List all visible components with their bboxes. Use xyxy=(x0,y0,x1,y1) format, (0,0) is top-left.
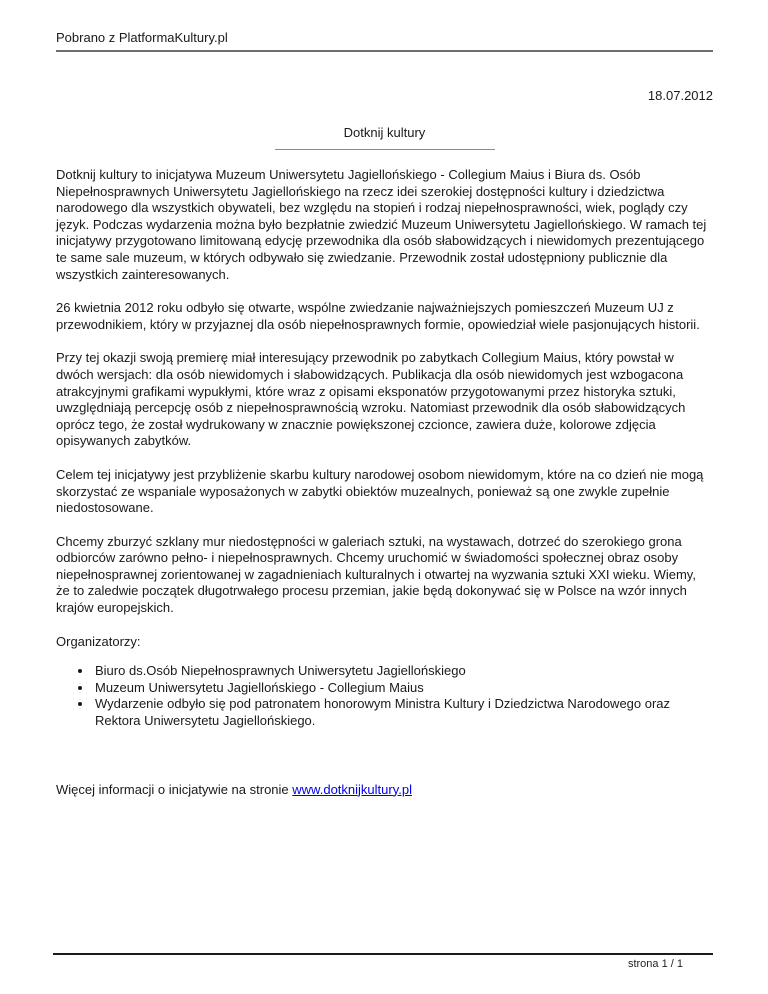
more-info-line xyxy=(56,782,713,799)
header-divider xyxy=(56,50,713,52)
more-info-text: Więcej informacji o inicjatywie na stronie xyxy=(56,781,289,797)
list-item-organizer-1: • Biuro ds.Osób Niepełnosprawnych Uniwersytetu Jagiellońskiego xyxy=(93,663,713,680)
paragraph-mission: Chcemy zburzyć szklany mur niedostępności w galeriach sztuki, na wystawach, dotrzeć do szerokiego grona odbiorców zarówno pełno- i niepełnosprawnych. Chcemy uruchomić w świadomości społecznej obraz osoby niepełnosprawnej zorientowanej w zagadnieniach kulturalnych i otwartej na wyzwania sztuki XXI wieku. Wiemy, że to zaledwie początek długotrwałego procesu przemian, jakie będą dokonywać się w Polsce na wzór innych krajów europejskich. xyxy=(56,533,696,616)
paragraph-goal: Celem tej inicjatywy jest przybliżenie skarbu kultury narodowej osobom niewidomym, które na co dzień nie mogą skorzystać ze wspaniale wyposażonych w zabytki obiektów muzealnych, ponieważ są one zwykle zupełnie niedostosowane. xyxy=(56,466,704,516)
more-info-link[interactable]: www.dotknijkultury.pl xyxy=(292,781,412,797)
title-divider xyxy=(275,149,495,150)
page-number: strona 1 / 1 xyxy=(627,958,683,970)
page-footer xyxy=(53,953,713,970)
list-item-organizer-3: • Wydarzenie odbyło się pod patronatem honorowym Ministra Kultury i Dziedzictwa Narodowego oraz Rektora Uniwersytetu Jagiellońskiego. xyxy=(93,696,713,729)
footer-divider xyxy=(53,953,713,955)
document-title: Dotknij kultury xyxy=(343,125,426,140)
source-line: Pobrano z PlatformaKultury.pl xyxy=(56,30,228,45)
document-date: 18.07.2012 xyxy=(647,88,713,103)
list-item-organizer-2: • Muzeum Uniwersytetu Jagiellońskiego - Collegium Maius xyxy=(93,680,713,697)
organizers-heading: Organizatorzy: xyxy=(56,633,141,649)
paragraph-intro: Dotknij kultury to inicjatywa Muzeum Uniwersytetu Jagiellońskiego - Collegium Maius i Biura ds. Osób Niepełnosprawnych Uniwersytetu Jagiellońskiego na rzecz idei szerokiej dostępności kultury i dziedzictwa narodowego dla wszystkich obywateli, bez względu na stopień i rodzaj niepełnosprawności, wiek, poglądy czy język. Podczas wydarzenia można było bezpłatnie zwiedzić Muzeum Uniwersytetu Jagiellońskiego. W ramach tej inicjatywy przygotowano limitowaną edycję przewodnika dla osób słabowidzących i niewidomych prezentującego te same sale muzeum, w których odbywało się zwiedzanie. Przewodnik został udostępniony publicznie dla wszystkich zainteresowanych. xyxy=(56,167,707,282)
paragraph-event: 26 kwietnia 2012 roku odbyło się otwarte, wspólne zwiedzanie najważniejszych pomieszczeń Muzeum UJ z przewodnikiem, który w przyjaznej dla osób niepełnosprawnych formie, opowiedział wiele pasjonujących historii. xyxy=(56,300,700,332)
paragraph-guidebook: Przy tej okazji swoją premierę miał interesujący przewodnik po zabytkach Collegium Maius, który powstał w dwóch wersjach: dla osób niewidomych i słabowidzących. Publikacja dla osób niewidomych jest wzbogacona atrakcyjnymi grafikami wypukłymi, które wraz z opisami eksponatów przygotowanymi przez historyka sztuki, uwzględniają percepcję osób z niepełnosprawnością wzroku. Natomiast przewodnik dla osób słabowidzących oprócz tego, że został wydrukowany w znacznie powiększonej czcionce, zawiera duże, kolorowe zdjęcia opisywanych zabytków. xyxy=(56,350,686,449)
organizers-list xyxy=(56,663,713,729)
